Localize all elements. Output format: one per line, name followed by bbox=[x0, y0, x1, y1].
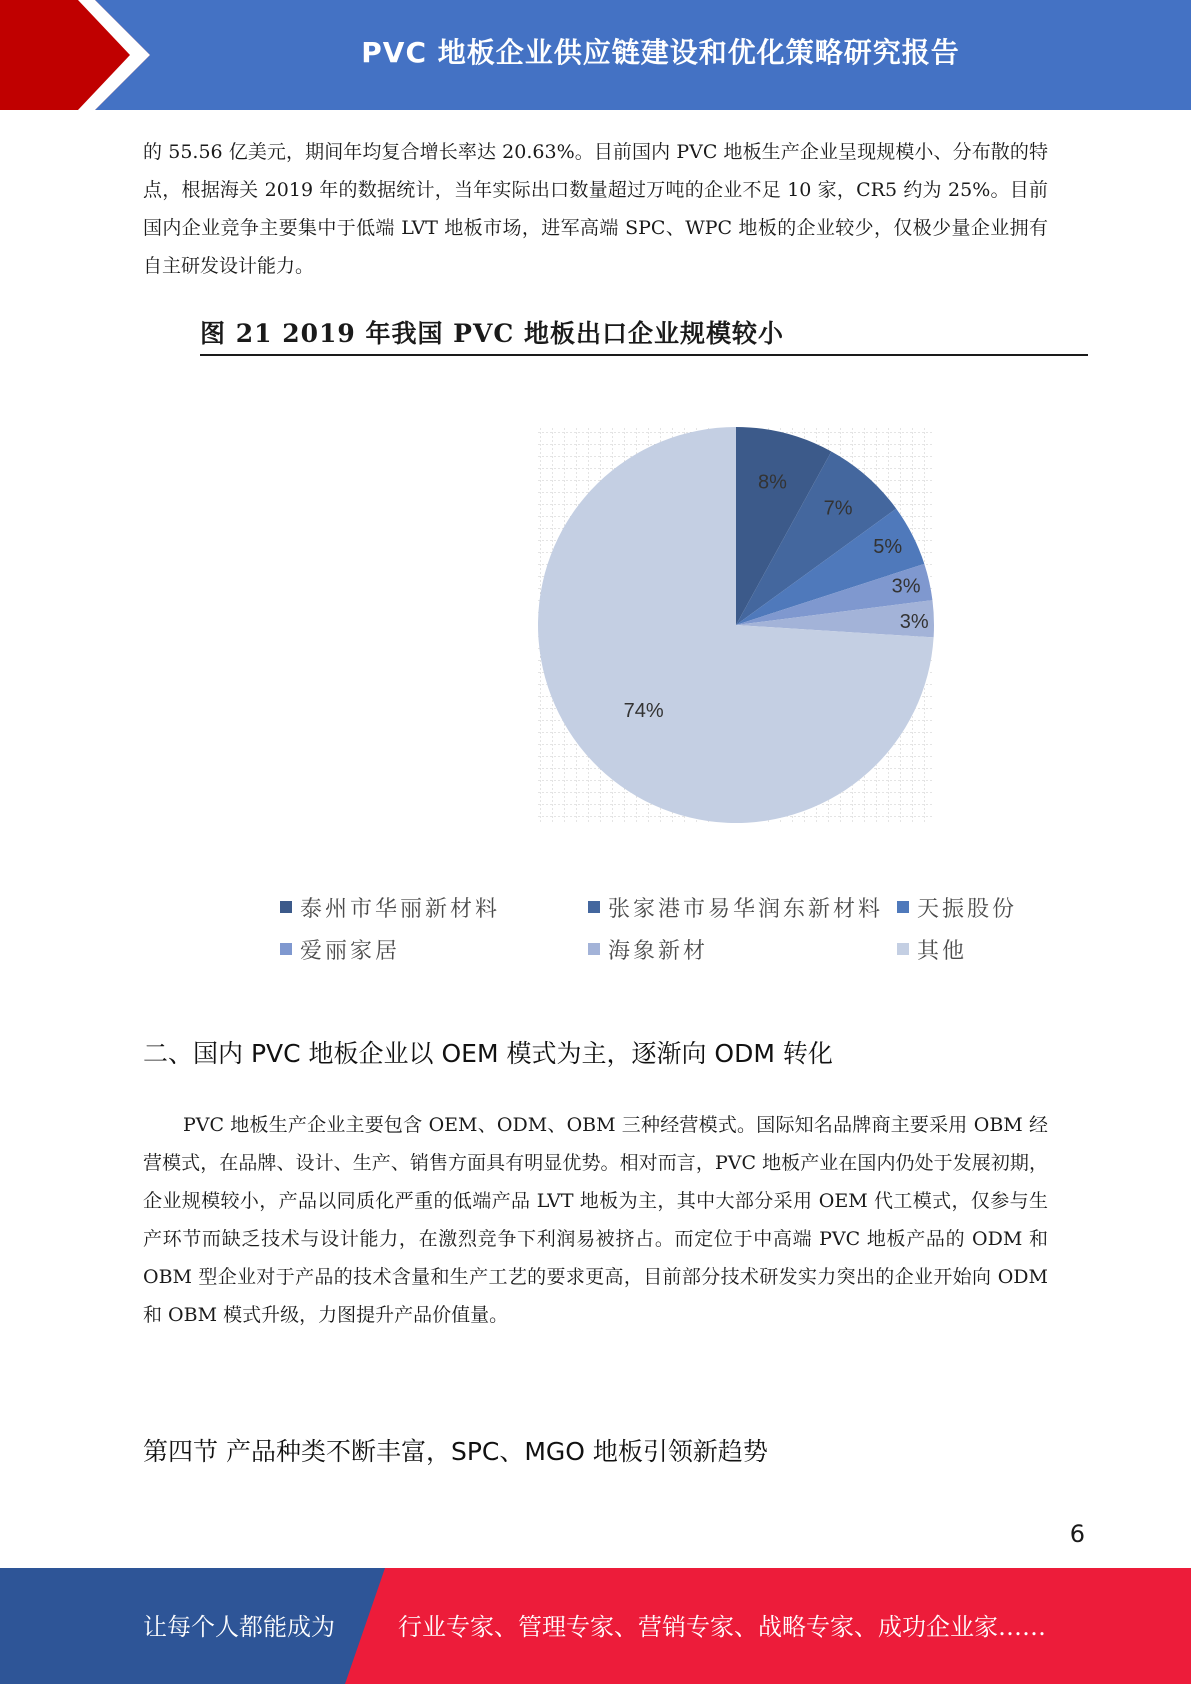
legend-item bbox=[897, 934, 967, 964]
footer-slogan-right: 行业专家、管理专家、营销专家、战略专家、成功企业家…… bbox=[398, 1613, 1046, 1641]
page-number: 6 bbox=[1069, 1520, 1085, 1548]
pie-data-label: 8% bbox=[757, 471, 787, 494]
legend-item bbox=[280, 934, 400, 964]
pie-data-label: 3% bbox=[899, 611, 929, 634]
section-heading: 第四节 产品种类不断丰富，SPC、MGO 地板引领新趋势 bbox=[143, 1437, 768, 1466]
legend-item bbox=[280, 892, 500, 922]
pie-data-label: 7% bbox=[823, 497, 853, 520]
legend-item bbox=[897, 892, 1017, 922]
legend-swatch bbox=[897, 943, 909, 955]
intro-paragraph: 的 55.56 亿美元，期间年均复合增长率达 20.63%。目前国内 PVC 地板生产企业呈现规模小、分布散的特点，根据海关 2019 年的数据统计，当年实际出口数量超过万吨的企业不足 10 家，CR5 约为 25%。目前国内企业竞争主要集中于低端 LVT 地板市场，进军高端 SPC、WPC 地板的企业较少，仅极少量企业拥有自主研发设计能力。 bbox=[143, 141, 1048, 277]
footer-slogan-left: 让每个人都能成为 bbox=[143, 1613, 335, 1641]
figure-caption: 图 21 2019 年我国 PVC 地板出口企业规模较小 bbox=[200, 314, 1088, 356]
legend-label: 天振股份 bbox=[917, 896, 1018, 922]
pie-data-label: 3% bbox=[891, 575, 921, 598]
legend-swatch bbox=[897, 901, 909, 913]
section-heading: 二、国内 PVC 地板企业以 OEM 模式为主，逐渐向 ODM 转化 bbox=[143, 1039, 833, 1068]
legend-item bbox=[588, 934, 708, 964]
legend-item bbox=[588, 892, 883, 922]
header-title: PVC 地板企业供应链建设和优化策略研究报告 bbox=[361, 36, 960, 69]
legend-swatch bbox=[280, 901, 292, 913]
legend-label: 泰州市华丽新材料 bbox=[300, 896, 501, 922]
pie-data-label: 74% bbox=[623, 700, 664, 723]
pie-data-label: 5% bbox=[873, 535, 903, 558]
legend-label: 海象新材 bbox=[608, 938, 709, 964]
legend-swatch bbox=[280, 943, 292, 955]
legend-swatch bbox=[588, 943, 600, 955]
legend-label: 张家港市易华润东新材料 bbox=[608, 896, 884, 922]
legend-swatch bbox=[588, 901, 600, 913]
legend-label: 爱丽家居 bbox=[300, 938, 401, 964]
oem-paragraph: PVC 地板生产企业主要包含 OEM、ODM、OBM 三种经营模式。国际知名品牌商主要采用 OBM 经营模式，在品牌、设计、生产、销售方面具有明显优势。相对而言，PVC 地板产业在国内仍处于发展初期，企业规模较小，产品以同质化严重的低端产品 LVT 地板为主，其中大部分采用 OEM 代工模式，仅参与生产环节而缺乏技术与设计能力，在激烈竞争下利润易被挤占。而定位于中高端 PVC 地板产品的 ODM 和 OBM 型企业对于产品的技术含量和生产工艺的要求更高，目前部分技术研发实力突出的企业开始向 ODM 和 OBM 模式升级，力图提升产品价值量。 bbox=[143, 1114, 1048, 1326]
legend-label: 其他 bbox=[917, 938, 968, 964]
